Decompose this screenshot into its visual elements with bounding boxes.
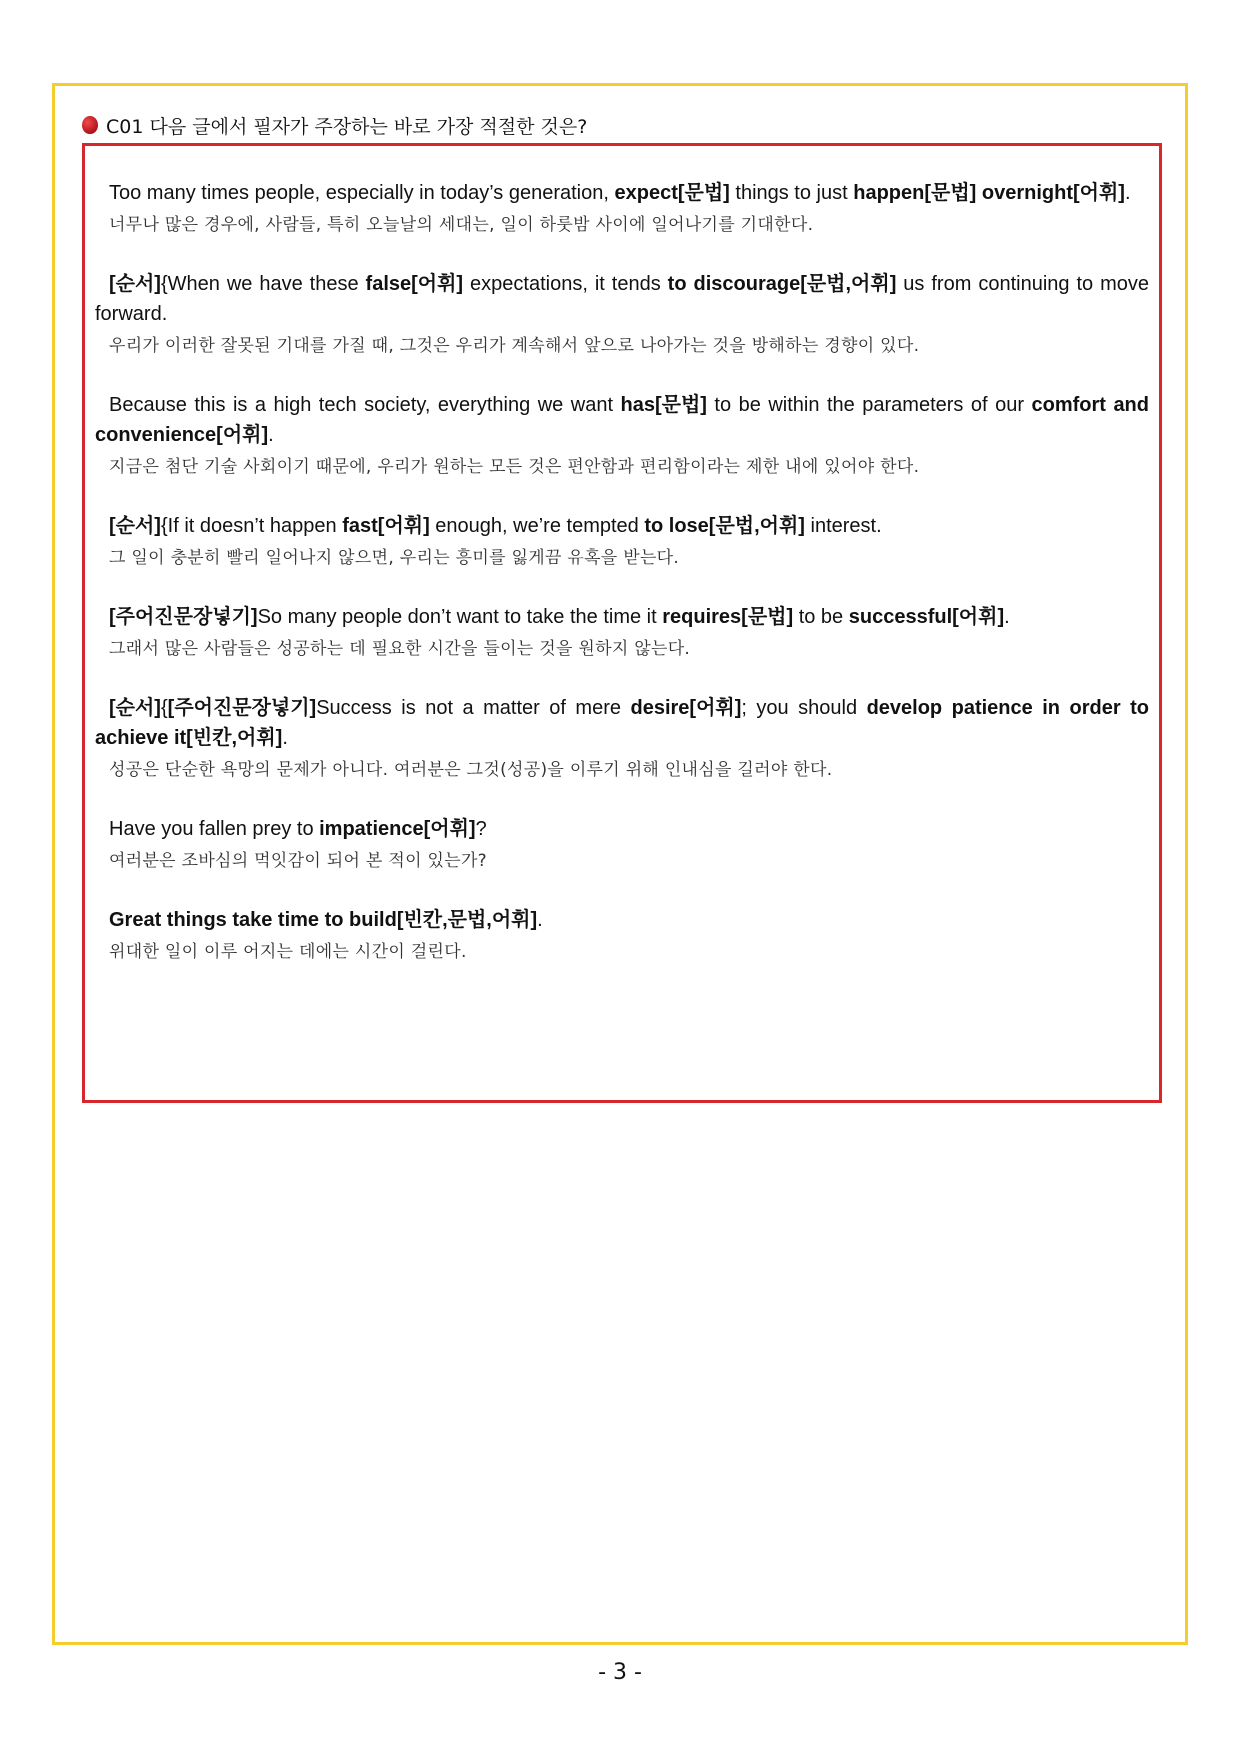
sentence-text: expectations, it tends [463,273,668,295]
korean-translation: 그 일이 충분히 빨리 일어나지 않으면, 우리는 흥미를 잃게끔 유혹을 받는다. [109,548,680,568]
key-expression: Great things take time to build[빈칸,문법,어휘] [109,909,538,931]
key-expression: overnight[어휘] [981,182,1125,204]
sentence-text: { [160,697,168,719]
sentence-text: {When we have these [160,273,366,295]
sentence-text: us from continuing to move forward. [95,273,1149,325]
passage-box [82,143,1162,1103]
sentence-text: {If it doesn’t happen [160,515,343,537]
sentence-text: Success is not a matter of mere [316,697,631,719]
korean-translation: 우리가 이러한 잘못된 기대를 가질 때, 그것은 우리가 계속해서 앞으로 나아가는 것을 방해하는 경향이 있다. [109,336,920,356]
sentence-text: to be [793,606,849,628]
sentence-text: ? [475,818,487,840]
korean-translation: 지금은 첨단 기술 사회이기 때문에, 우리가 원하는 모든 것은 편안함과 편리함이라는 제한 내에 있어야 한다. [109,457,920,477]
red-dot-bullet-icon [82,116,98,134]
key-expression: expect[문법] [614,182,730,204]
key-expression: impatience[어휘] [319,818,476,840]
key-expression: develop patience in order to achieve it[빈칸,어휘] [95,697,1149,749]
key-expression: [순서] [109,515,161,537]
sentence-text: . [282,727,288,749]
key-expression: comfort and convenience[어휘] [95,394,1149,446]
sentence-text: things to just [729,182,854,204]
key-expression: requires[문법] [662,606,794,628]
key-expression: happen[문법] [853,182,977,204]
key-expression: false[어휘] [365,273,464,295]
page-number: - 3 - [598,1660,642,1685]
sentence-text: interest. [804,515,882,537]
sentence-text: . [1124,182,1131,204]
sentence-text: . [268,424,274,446]
korean-translation: 너무나 많은 경우에, 사람들, 특히 오늘날의 세대는, 일이 하룻밤 사이에 일어나기를 기대한다. [109,215,814,235]
question-text: C01 다음 글에서 필자가 주장하는 바로 가장 적절한 것은? [106,115,588,138]
key-expression: [순서] [109,697,161,719]
passage-paragraph [95,511,1149,573]
passage-paragraph [95,905,1149,967]
passage-paragraph [95,693,1149,785]
passage-paragraph [95,269,1149,361]
korean-translation: 여러분은 조바심의 먹잇감이 되어 본 적이 있는가? [109,851,487,871]
sentence-text: to be within the parameters of our [706,394,1032,416]
english-sentence [95,905,1149,935]
sentence-text: Too many times people, especially in today’s generation, [109,182,615,204]
passage-paragraph [95,390,1149,482]
english-sentence [95,814,1149,844]
key-expression: [주어진문장넣기] [109,606,258,628]
sentence-text: . [1004,606,1010,628]
key-expression: has[문법] [620,394,707,416]
key-expression: to lose[문법,어휘] [644,515,805,537]
key-expression: fast[어휘] [342,515,430,537]
key-expression: desire[어휘] [630,697,742,719]
sentence-text: So many people don’t want to take the time it [257,606,663,628]
passage-paragraph [95,814,1149,876]
korean-translation: 성공은 단순한 욕망의 문제가 아니다. 여러분은 그것(성공)을 이루기 위해 인내심을 길러야 한다. [109,760,833,780]
key-expression: [순서] [109,273,161,295]
sentence-text: Because this is a high tech society, everything we want [109,394,621,416]
key-expression: [주어진문장넣기] [167,697,317,719]
passage-paragraph [95,602,1149,664]
passage-paragraph [95,178,1149,240]
sentence-text: Have you fallen prey to [109,818,320,840]
key-expression: successful[어휘] [848,606,1005,628]
korean-translation: 위대한 일이 이루 어지는 데에는 시간이 걸린다. [109,942,467,962]
english-sentence [95,602,1149,632]
english-sentence [95,693,1149,753]
sentence-text: . [537,909,543,931]
english-sentence [95,390,1149,450]
question-header [82,108,587,142]
key-expression: to discourage[문법,어휘] [667,273,897,295]
korean-translation: 그래서 많은 사람들은 성공하는 데 필요한 시간을 들이는 것을 원하지 않는다. [109,639,691,659]
sentence-text: ; you should [741,697,867,719]
english-sentence [95,511,1149,541]
english-sentence [95,178,1149,208]
english-sentence [95,269,1149,329]
sentence-text: enough, we’re tempted [429,515,645,537]
